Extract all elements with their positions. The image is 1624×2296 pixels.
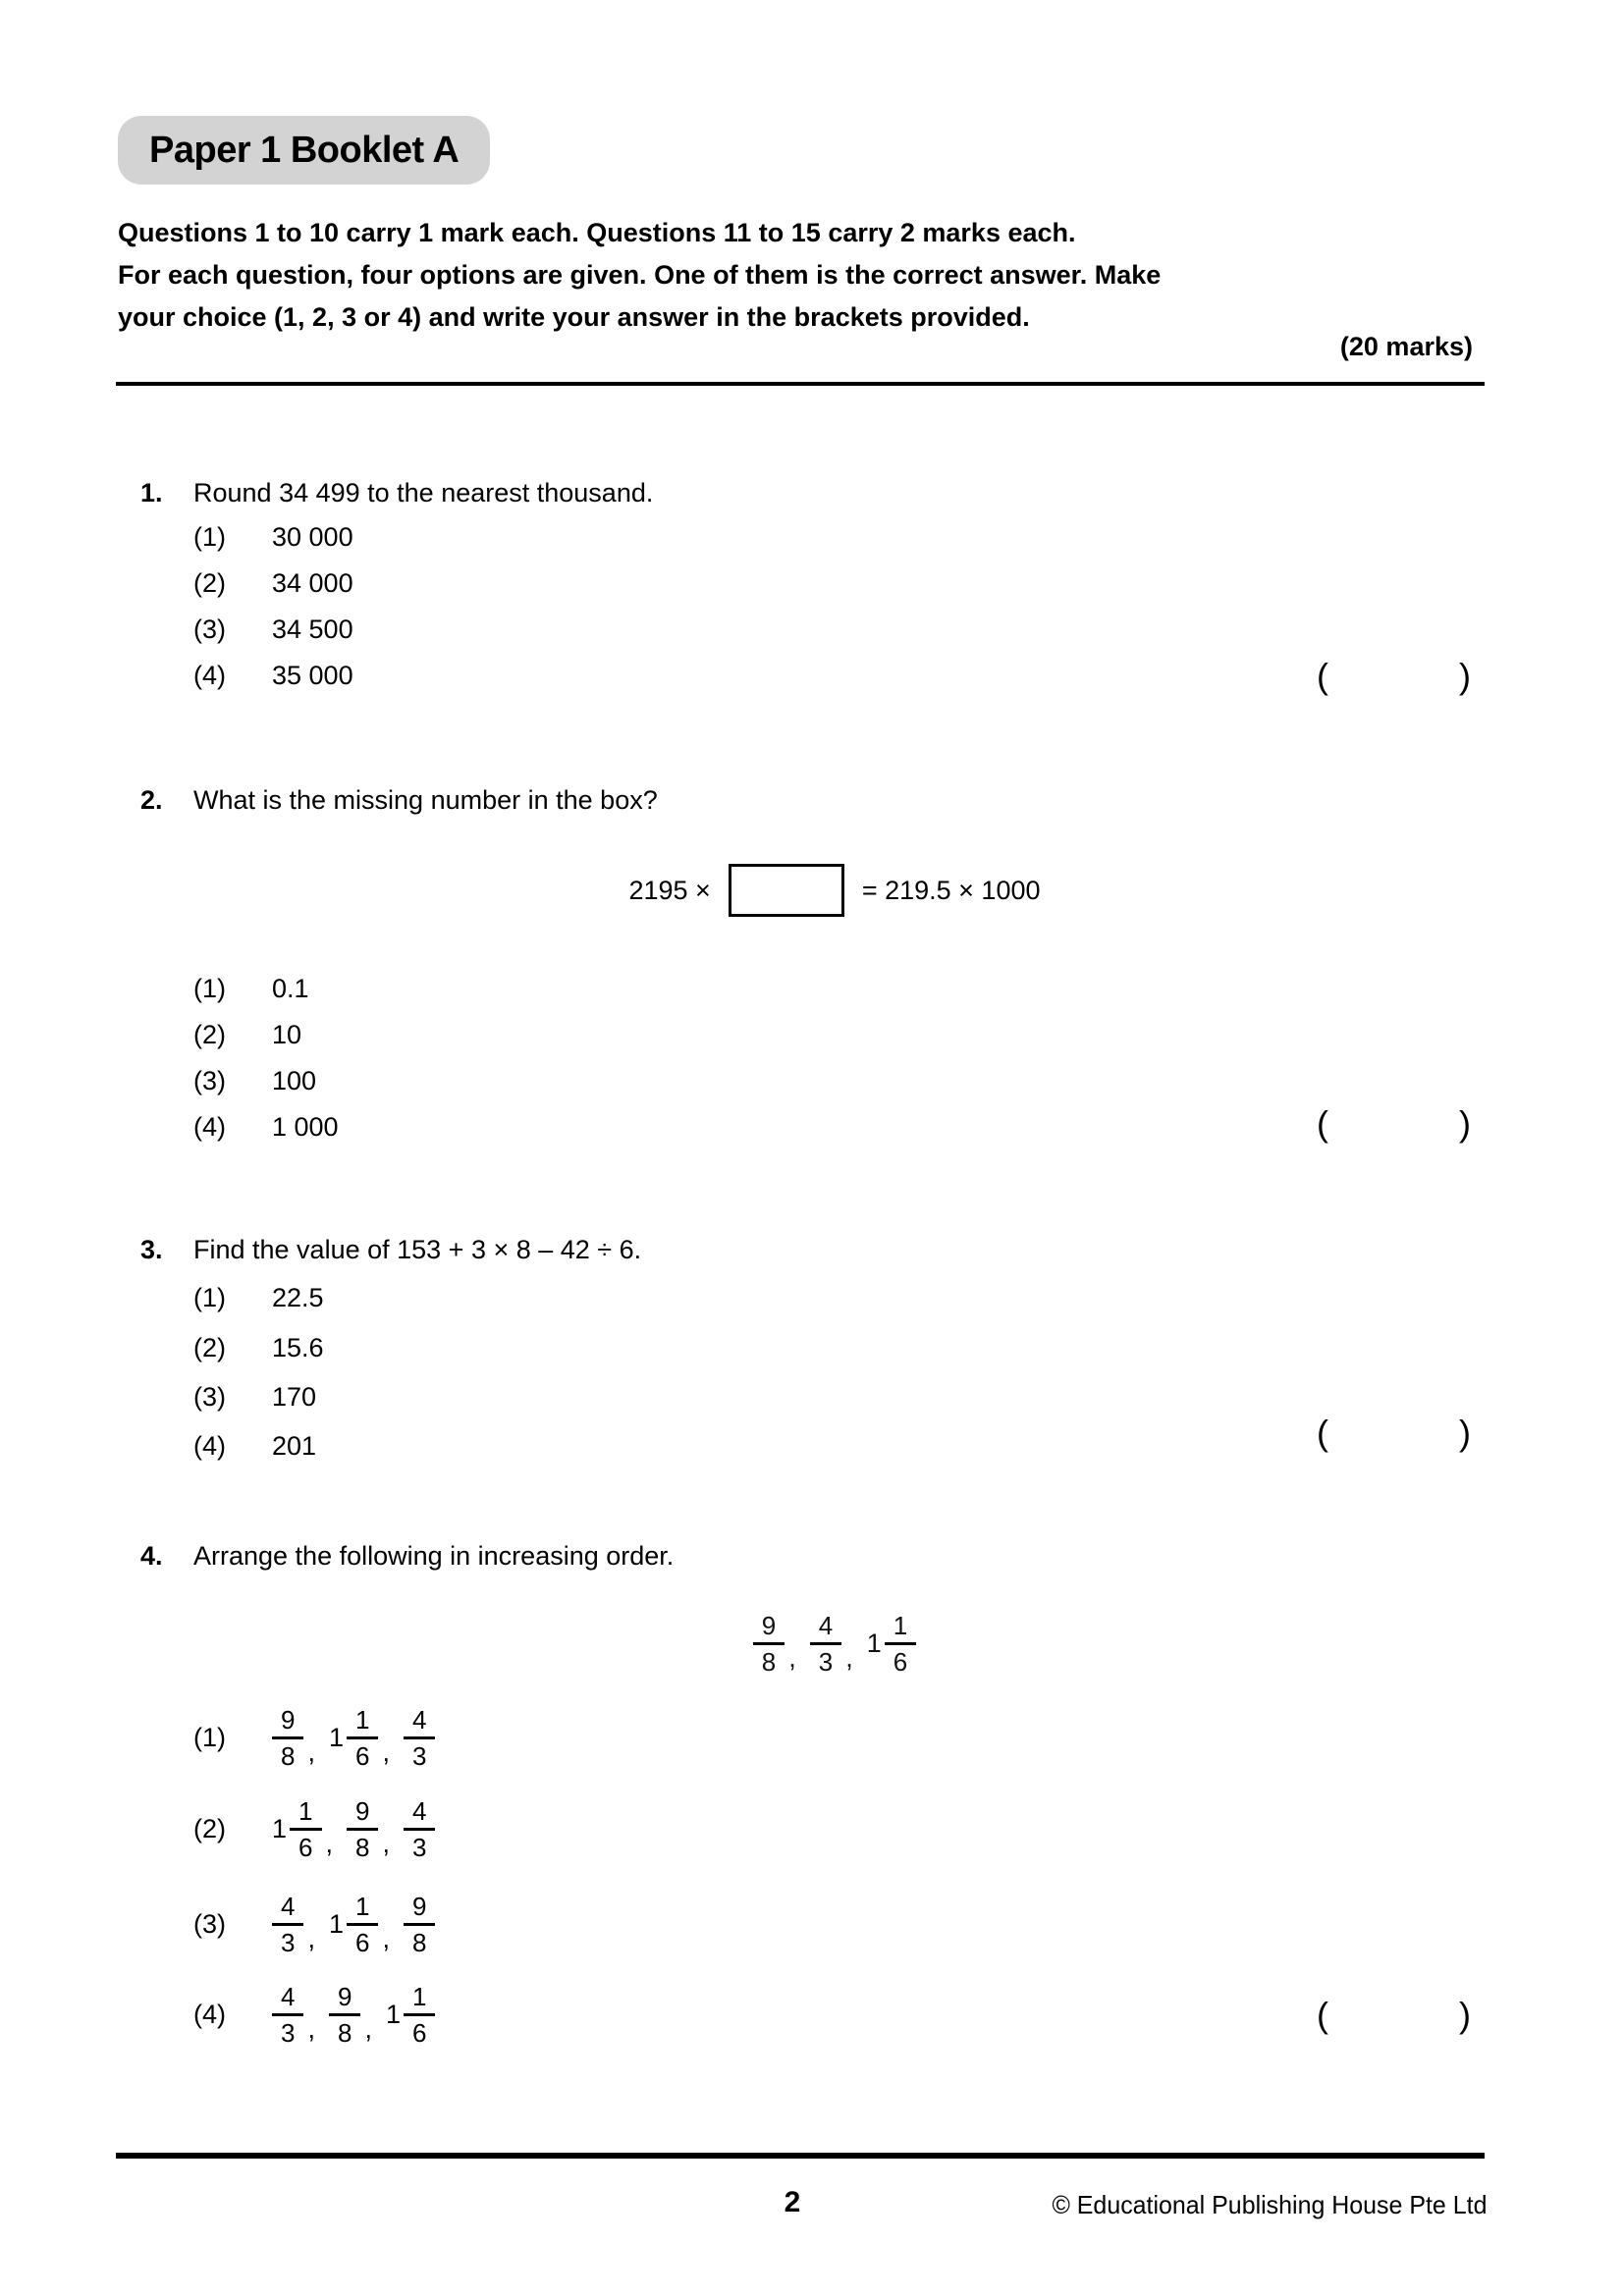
option-row (193, 1374, 316, 1420)
question-number: 4. (140, 1540, 163, 1571)
answer-bracket (1317, 1992, 1471, 2038)
option-row (193, 561, 353, 607)
fraction (272, 1981, 303, 2048)
option-value: 34 000 (272, 568, 353, 598)
option-row (193, 1790, 435, 1867)
option-label: (4) (193, 1431, 226, 1461)
header-rule (116, 382, 1485, 386)
option-value: 0.1 (272, 974, 309, 1003)
fraction-whole: 1 (385, 1999, 401, 2029)
option-value: 1 000 (272, 1112, 339, 1142)
option-value: 100 (272, 1066, 317, 1095)
option-row (193, 1325, 324, 1371)
option-row (193, 1699, 435, 1776)
fraction (272, 1891, 303, 1957)
answer-bracket (1317, 653, 1471, 699)
option-value: 30 000 (272, 522, 353, 552)
fraction-numerator: 9 (753, 1613, 785, 1645)
footer-rule (116, 2153, 1485, 2159)
fraction-denominator: 6 (893, 1646, 908, 1677)
instructions-line: For each question, four options are given. One of them is the correct answer. Make (118, 260, 1162, 290)
fraction-whole: 1 (328, 1908, 345, 1939)
fraction-numerator: 9 (272, 1707, 303, 1739)
fraction (810, 1610, 841, 1677)
option-row (193, 1275, 324, 1321)
fraction-denominator: 3 (412, 1832, 427, 1862)
equation-right: = 219.5 × 1000 (861, 875, 1041, 905)
option-label: (2) (193, 1020, 226, 1049)
fraction (347, 1795, 378, 1862)
fraction-numerator: 1 (347, 1894, 378, 1926)
fraction-denominator: 6 (355, 1740, 370, 1771)
question-number: 2. (140, 784, 163, 815)
option-row (193, 1423, 316, 1469)
fraction-denominator: 8 (337, 2017, 352, 2048)
question-text: What is the missing number in the box? (193, 784, 658, 815)
fraction (272, 1704, 303, 1771)
option-value: 22.5 (272, 1283, 324, 1312)
option-value: 34 500 (272, 614, 353, 644)
fraction-numerator: 4 (404, 1798, 435, 1831)
bracket-close: ) (1459, 1994, 1471, 2035)
option-row (193, 607, 353, 653)
option-label: (3) (193, 1066, 226, 1095)
fraction-denominator: 6 (412, 2017, 427, 2048)
option-label: (1) (193, 1722, 226, 1752)
fraction (404, 1795, 435, 1862)
fraction-numerator: 1 (290, 1798, 321, 1831)
bracket-open: ( (1317, 1412, 1328, 1453)
bracket-open: ( (1317, 1102, 1328, 1144)
fraction (385, 1981, 436, 2048)
option-label: (1) (193, 522, 226, 552)
fraction-denominator: 3 (412, 1740, 427, 1771)
option-row (193, 514, 353, 561)
fraction-comma: , (364, 2013, 372, 2044)
fraction-denominator: 3 (281, 2017, 296, 2048)
option-label: (2) (193, 568, 226, 598)
question-number: 1. (140, 477, 163, 507)
option-label: (2) (193, 1813, 226, 1843)
bracket-close: ) (1459, 1102, 1471, 1144)
fraction-denominator: 8 (281, 1740, 296, 1771)
option-label: (1) (193, 974, 226, 1003)
fraction (272, 1795, 322, 1862)
fraction-denominator: 6 (298, 1832, 313, 1862)
fraction-numerator: 9 (404, 1894, 435, 1926)
fraction-numerator: 9 (347, 1798, 378, 1831)
fraction-comma: , (788, 1642, 796, 1673)
given-fraction-list (193, 1605, 1476, 1682)
question-number: 3. (140, 1234, 163, 1264)
fraction-denominator: 8 (412, 1927, 427, 1957)
fraction (329, 1981, 360, 2048)
fraction-whole: 1 (866, 1628, 882, 1658)
fraction-numerator: 1 (347, 1707, 378, 1739)
option-label: (1) (193, 1283, 226, 1312)
option-label: (4) (193, 1999, 226, 2029)
marks-note: (20 marks) (1339, 332, 1473, 361)
option-label: (2) (193, 1333, 226, 1362)
title-badge: Paper 1 Booklet A (118, 116, 490, 185)
option-row (193, 1058, 316, 1104)
option-row (193, 1012, 301, 1058)
option-label: (3) (193, 1382, 226, 1412)
fraction (404, 1891, 435, 1957)
fraction-numerator: 1 (404, 1984, 435, 2016)
fraction-comma: , (307, 2013, 315, 2044)
fraction-comma: , (325, 1828, 334, 1858)
fraction (866, 1610, 917, 1677)
fraction-comma: , (845, 1642, 853, 1673)
question-text: Find the value of 153 + 3 × 8 – 42 ÷ 6. (193, 1234, 642, 1264)
option-row (193, 1104, 339, 1150)
bracket-open: ( (1317, 655, 1328, 696)
page-number: 2 (784, 2186, 801, 2218)
instructions (118, 212, 1483, 339)
option-value: 35 000 (272, 661, 353, 690)
option-value: 201 (272, 1431, 317, 1461)
option-value: 10 (272, 1020, 302, 1049)
instructions-line: your choice (1, 2, 3 or 4) and write your answer in the brackets provided. (118, 302, 1030, 332)
option-row (193, 653, 353, 699)
fraction-denominator: 3 (818, 1646, 834, 1677)
fraction-denominator: 3 (281, 1927, 296, 1957)
fraction (328, 1704, 379, 1771)
bracket-open: ( (1317, 1994, 1328, 2035)
fraction-comma: , (382, 1923, 390, 1953)
fraction (404, 1704, 435, 1771)
fraction-numerator: 4 (810, 1613, 841, 1645)
fraction-comma: , (382, 1736, 390, 1767)
fraction-numerator: 9 (329, 1984, 360, 2016)
fraction-numerator: 1 (885, 1613, 916, 1645)
option-row (193, 966, 309, 1012)
bracket-close: ) (1459, 655, 1471, 696)
fraction-comma: , (382, 1828, 390, 1858)
answer-bracket (1317, 1100, 1471, 1147)
fraction-numerator: 4 (272, 1984, 303, 2016)
option-row (193, 1976, 435, 2053)
fraction-denominator: 8 (355, 1832, 370, 1862)
fraction-comma: , (307, 1923, 315, 1953)
instructions-line: Questions 1 to 10 carry 1 mark each. Questions 11 to 15 carry 2 marks each. (118, 218, 1076, 247)
fraction-whole: 1 (272, 1813, 288, 1843)
fraction (328, 1891, 379, 1957)
question-text: Round 34 499 to the nearest thousand. (193, 477, 654, 507)
option-label: (3) (193, 1908, 226, 1939)
fraction-whole: 1 (328, 1722, 345, 1752)
option-value: 170 (272, 1382, 317, 1412)
question-text: Arrange the following in increasing order. (193, 1540, 675, 1571)
equation-row (193, 860, 1476, 921)
equation-answer-box (729, 864, 844, 917)
answer-bracket (1317, 1410, 1471, 1456)
fraction-denominator: 8 (761, 1646, 777, 1677)
copyright-notice: © Educational Publishing House Pte Ltd (1052, 2190, 1487, 2219)
fraction-numerator: 4 (272, 1894, 303, 1926)
fraction-comma: , (307, 1736, 315, 1767)
equation-left: 2195 × (628, 875, 711, 905)
bracket-close: ) (1459, 1412, 1471, 1453)
option-value: 15.6 (272, 1333, 324, 1362)
option-label: (4) (193, 1112, 226, 1142)
fraction (753, 1610, 785, 1677)
option-label: (3) (193, 614, 226, 644)
option-label: (4) (193, 661, 226, 690)
fraction-numerator: 4 (404, 1707, 435, 1739)
option-row (193, 1886, 435, 1962)
fraction-denominator: 6 (355, 1927, 370, 1957)
